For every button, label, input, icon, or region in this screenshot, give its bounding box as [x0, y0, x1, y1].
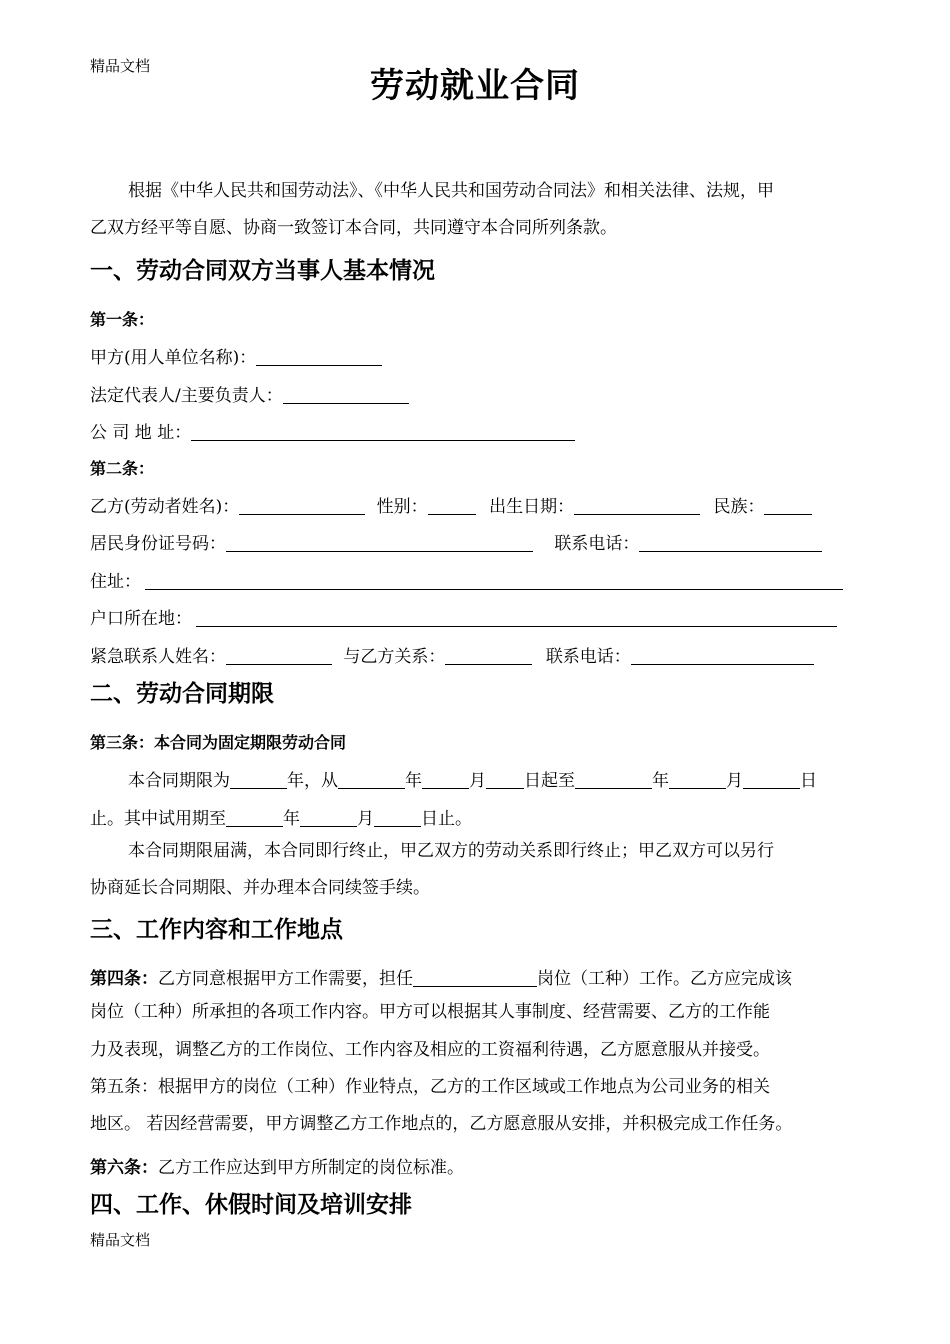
document-title: 劳动就业合同 — [370, 66, 580, 106]
term-row — [128, 766, 817, 791]
residence-label: 住址： — [90, 572, 141, 592]
article-6-row — [90, 1153, 464, 1178]
year-label: 年 — [287, 771, 304, 791]
article-4-label: 第四条： — [90, 969, 158, 989]
gender-field[interactable] — [428, 496, 476, 515]
birth-date-field[interactable] — [574, 496, 700, 515]
end-year-field[interactable] — [575, 770, 652, 789]
relation-label: 与乙方关系： — [343, 647, 446, 667]
start-day-field[interactable] — [486, 770, 524, 789]
month-label: 月 — [357, 809, 374, 829]
start-year-field[interactable] — [338, 770, 405, 789]
phone-label-1: 联系电话： — [554, 534, 640, 554]
phone-field-1[interactable] — [639, 533, 822, 552]
gender-label: 性别： — [376, 497, 428, 517]
address-label: 公 司 地 址： — [90, 423, 192, 443]
watermark-top: 精品文档 — [90, 57, 151, 75]
employer-name-row — [90, 343, 382, 368]
expire-line-1: 本合同期限届满，本合同即行终止，甲乙双方的劳动关系即行终止；甲乙双方可以另行 — [128, 841, 774, 861]
article-4-line-3: 力及表现，调整乙方的工作岗位、工作内容及相应的工资福利待遇，乙方愿意服从并接受。 — [90, 1040, 770, 1060]
year-label: 年 — [405, 771, 422, 791]
residence-row — [90, 567, 843, 592]
day-end-label: 日 — [800, 771, 817, 791]
ethnicity-label: 民族： — [713, 497, 765, 517]
article-4-text-a: 乙方同意根据甲方工作需要，担任 — [158, 969, 413, 989]
end-day-field[interactable] — [743, 770, 800, 789]
preamble-line-2: 乙双方经平等自愿、协商一致签订本合同，共同遵守本合同所列条款。 — [90, 218, 617, 238]
article-6-text: 乙方工作应达到甲方所制定的岗位标准。 — [158, 1158, 464, 1178]
article-4-text-b: 岗位（工种）工作。乙方应完成该 — [537, 969, 792, 989]
legal-rep-label: 法定代表人/主要负责人： — [90, 386, 283, 406]
section-1-heading: 一、劳动合同双方当事人基本情况 — [90, 258, 435, 284]
legal-rep-row — [90, 381, 409, 406]
article-1-label: 第一条： — [90, 310, 155, 329]
probation-row — [90, 804, 472, 829]
ethnicity-field[interactable] — [764, 496, 812, 515]
hukou-field[interactable] — [196, 608, 837, 627]
preamble-line-1: 根据《中华人民共和国劳动法》、《中华人民共和国劳动合同法》和相关法律、法规，甲 — [128, 181, 774, 201]
employee-info-row — [90, 492, 812, 517]
id-row — [90, 529, 822, 554]
emergency-row — [90, 642, 814, 667]
relation-field[interactable] — [445, 646, 532, 665]
probation-year-field[interactable] — [226, 808, 283, 827]
article-2-label: 第二条： — [90, 459, 155, 478]
hukou-label: 户口所在地： — [90, 609, 192, 629]
term-label: 本合同期限为 — [128, 771, 230, 791]
stop-label: 日止。 — [421, 809, 472, 829]
id-number-label: 居民身份证号码： — [90, 534, 226, 554]
from-label: ，从 — [304, 771, 338, 791]
expire-line-2: 协商延长合同期限、并办理本合同续签手续。 — [90, 878, 430, 898]
article-4-row — [90, 964, 792, 989]
emergency-contact-field[interactable] — [226, 646, 332, 665]
employee-name-label: 乙方(劳动者姓名)： — [90, 497, 240, 517]
article-5-line-1: 第五条：根据甲方的岗位（工种）作业特点，乙方的工作区域或工作地点为公司业务的相关 — [90, 1077, 770, 1097]
employer-name-field[interactable] — [256, 347, 382, 366]
year-label: 年 — [652, 771, 669, 791]
article-5-line-2: 地区。 若因经营需要，甲方调整乙方工作地点的，乙方愿意服从安排，并积极完成工作任务。 — [90, 1114, 793, 1134]
probation-day-field[interactable] — [374, 808, 421, 827]
address-field[interactable] — [191, 422, 575, 441]
hukou-row — [90, 604, 837, 629]
start-month-field[interactable] — [422, 770, 469, 789]
emergency-contact-label: 紧急联系人姓名： — [90, 647, 226, 667]
birth-date-label: 出生日期： — [489, 497, 575, 517]
probation-label: 止。其中试用期至 — [90, 809, 226, 829]
position-field[interactable] — [413, 968, 537, 987]
watermark-bottom: 精品文档 — [90, 1231, 151, 1249]
phone-field-2[interactable] — [631, 646, 814, 665]
article-4-line-2: 岗位（工种）所承担的各项工作内容。甲方可以根据其人事制度、经营需要、乙方的工作能 — [90, 1002, 770, 1022]
id-number-field[interactable] — [226, 533, 533, 552]
month-label: 月 — [469, 771, 486, 791]
phone-label-2: 联系电话： — [545, 647, 631, 667]
employee-name-field[interactable] — [239, 496, 365, 515]
section-2-heading: 二、劳动合同期限 — [90, 681, 274, 707]
probation-month-field[interactable] — [300, 808, 357, 827]
employer-name-label: 甲方(用人单位名称)： — [90, 348, 257, 368]
article-6-label: 第六条： — [90, 1158, 158, 1178]
term-years-field[interactable] — [230, 770, 287, 789]
day-from-label: 日起至 — [524, 771, 575, 791]
residence-field[interactable] — [145, 571, 843, 590]
address-row — [90, 418, 575, 443]
month-label: 月 — [726, 771, 743, 791]
article-3-label: 第三条：本合同为固定期限劳动合同 — [90, 733, 347, 752]
legal-rep-field[interactable] — [283, 385, 409, 404]
section-4-heading: 四、工作、休假时间及培训安排 — [90, 1192, 412, 1218]
year-label: 年 — [283, 809, 300, 829]
end-month-field[interactable] — [669, 770, 726, 789]
section-3-heading: 三、工作内容和工作地点 — [90, 917, 343, 943]
